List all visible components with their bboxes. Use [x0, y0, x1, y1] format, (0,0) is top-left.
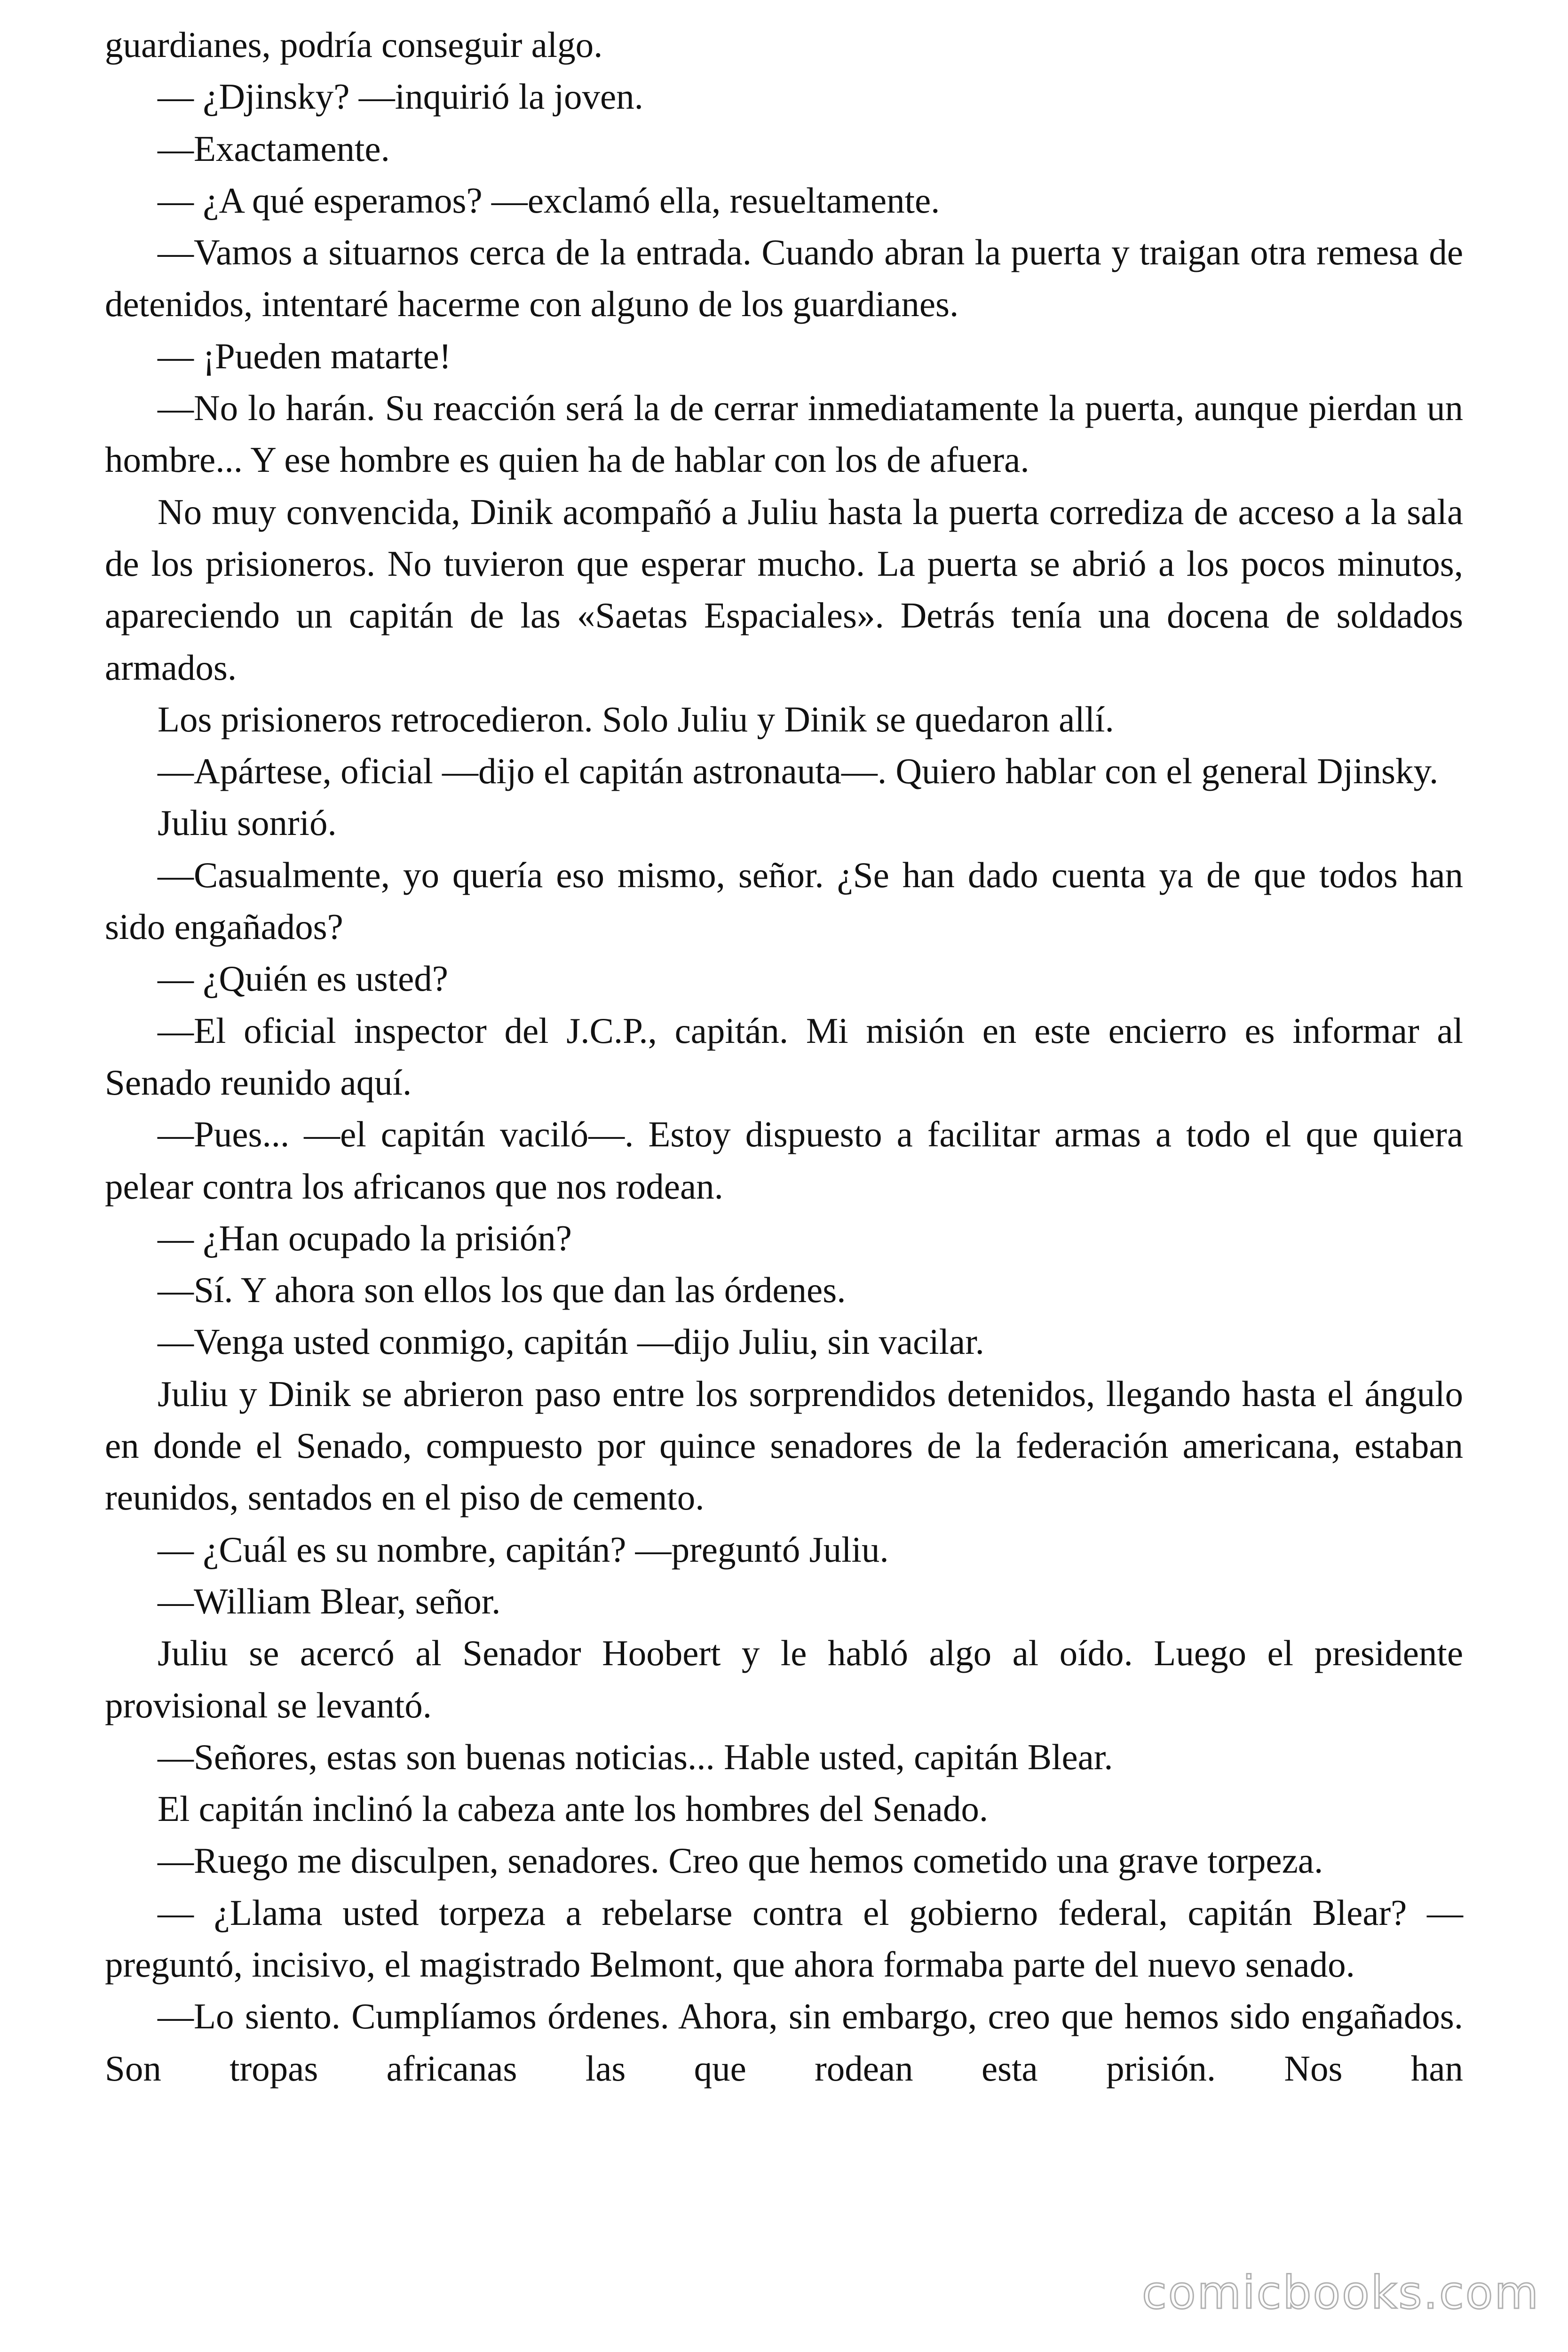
paragraph-2: — ¿Djinsky? —inquirió la joven. — [158, 76, 643, 117]
paragraph-25: —Ruego me disculpen, senadores. Creo que hemos cometido una grave torpeza. — [158, 1840, 1323, 1881]
paragraph-5: —Vamos a situarnos cerca de la entrada. Cuando abran la puerta y traigan otra remesa de detenidos, intentaré hacerme con alguno de los guardianes. — [105, 232, 1463, 325]
paragraph-12: —Casualmente, yo quería eso mismo, señor. ¿Se han dado cuenta ya de que todos han sido engañados? — [105, 854, 1463, 947]
paragraph-14: —El oficial inspector del J.C.P., capitán. Mi misión en este encierro es informar al Senado reunido aquí. — [105, 1010, 1463, 1103]
paragraph-26: — ¿Llama usted torpeza a rebelarse contra el gobierno federal, capitán Blear? —preguntó, incisivo, el magistrado Belmont, que ahora formaba parte del nuevo senado. — [105, 1892, 1463, 1985]
paragraph-1: guardianes, podría conseguir algo. — [105, 24, 603, 65]
paragraph-11: Juliu sonrió. — [158, 803, 337, 843]
paragraph-7: —No lo harán. Su reacción será la de cerrar inmediatamente la puerta, aunque pierdan un hombre... Y ese hombre es quien ha de hablar con los de afuera. — [105, 388, 1463, 480]
paragraph-9: Los prisioneros retrocedieron. Solo Juliu y Dinik se quedaron allí. — [158, 699, 1114, 739]
paragraph-24: El capitán inclinó la cabeza ante los hombres del Senado. — [158, 1788, 989, 1829]
paragraph-10: —Apártese, oficial —dijo el capitán astronauta—. Quiero hablar con el general Djinsky. — [158, 751, 1439, 792]
paragraph-16: — ¿Han ocupado la prisión? — [158, 1217, 572, 1258]
paragraph-22: Juliu se acercó al Senador Hoobert y le habló algo al oído. Luego el presidente provisional se levantó. — [105, 1633, 1463, 1725]
paragraph-8: No muy convencida, Dinik acompañó a Juliu hasta la puerta corrediza de acceso a la sala de los prisioneros. No tuvieron que esperar mucho. La puerta se abrió a los pocos minutos, apareciendo un capitán de las «Saetas Espaciales». Detrás tenía una docena de soldados armados. — [105, 491, 1463, 688]
paragraph-13: — ¿Quién es usted? — [158, 958, 448, 999]
paragraph-6: — ¡Pueden matarte! — [158, 335, 451, 376]
paragraph-27: —Lo siento. Cumplíamos órdenes. Ahora, sin embargo, creo que hemos sido engañados. Son tropas africanas las que rodean esta prisión. Nos han — [105, 1996, 1463, 2089]
text-column — [105, 19, 1463, 2094]
paragraph-18: —Venga usted conmigo, capitán —dijo Juliu, sin vacilar. — [158, 1321, 984, 1362]
watermark-logo: comicbooks.com — [1141, 2266, 1540, 2319]
paragraph-20: — ¿Cuál es su nombre, capitán? —preguntó Juliu. — [158, 1529, 889, 1570]
paragraph-21: —William Blear, señor. — [158, 1581, 501, 1621]
paragraph-4: — ¿A qué esperamos? —exclamó ella, resueltamente. — [158, 180, 940, 221]
paragraph-17: —Sí. Y ahora son ellos los que dan las órdenes. — [158, 1270, 846, 1311]
paragraph-23: —Señores, estas son buenas noticias... Hable usted, capitán Blear. — [158, 1736, 1113, 1777]
paragraph-3: —Exactamente. — [158, 128, 390, 169]
paragraph-15: —Pues... —el capitán vaciló—. Estoy dispuesto a facilitar armas a todo el que quiera pelear contra los africanos que nos rodean. — [105, 1114, 1463, 1207]
paragraph-19: Juliu y Dinik se abrieron paso entre los sorprendidos detenidos, llegando hasta el ángulo en donde el Senado, compuesto por quince senadores de la federación americana, estaban reunidos, sentados en el piso de cemento. — [105, 1373, 1463, 1518]
